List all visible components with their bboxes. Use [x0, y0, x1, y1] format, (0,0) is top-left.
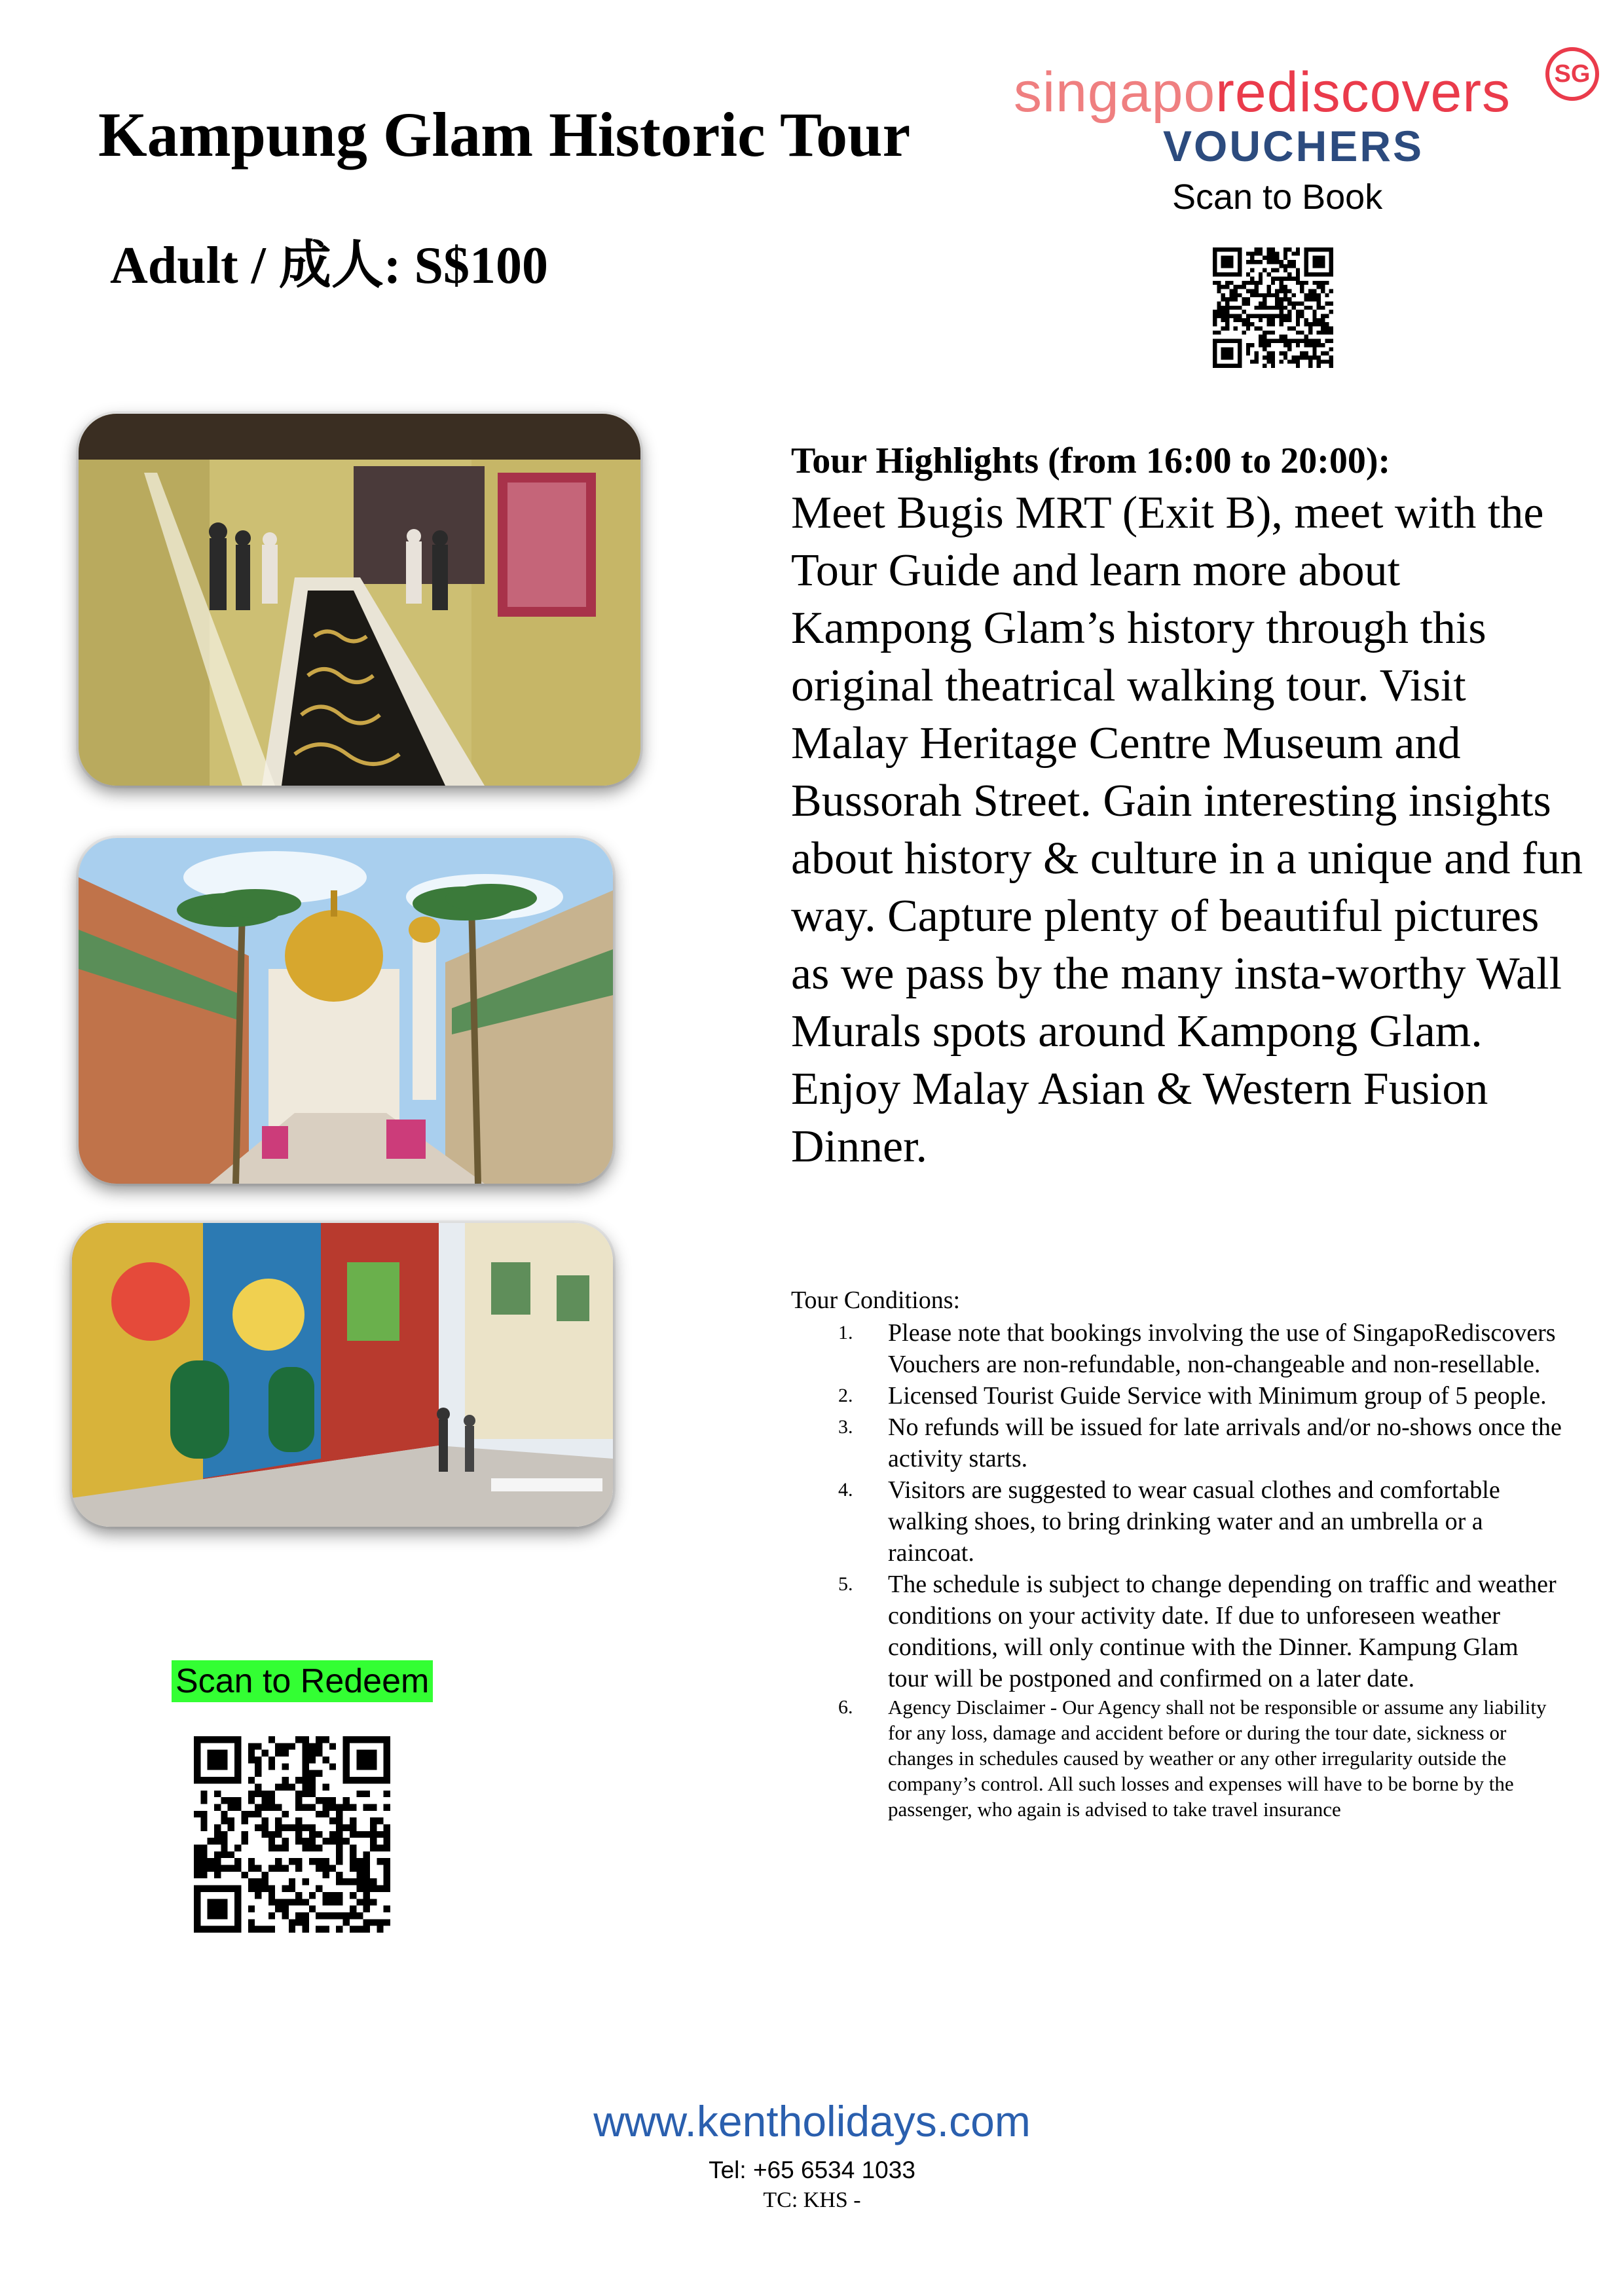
sg-badge-icon: SG: [1545, 47, 1599, 101]
condition-item: [791, 1569, 1564, 1694]
haji-lane-mural-photo: [72, 1223, 613, 1527]
museum-interior-photo: [79, 414, 640, 786]
condition-text: Visitors are suggested to wear casual clothes and comfortable walking shoes, to bring drinking water and an umbrella or a raincoat.: [888, 1476, 1500, 1567]
scan-to-redeem-label: Scan to Redeem: [172, 1660, 433, 1702]
singaporediscovers-vouchers-logo: [1014, 47, 1603, 172]
logo-vouchers-text: VOUCHERS: [1163, 122, 1424, 170]
tour-conditions-list: [791, 1317, 1564, 1822]
condition-item: [791, 1412, 1564, 1474]
tour-highlights-description: Meet Bugis MRT (Exit B), meet with the Tour Guide and learn more about Kampong Glam’s history through this original theatrical walking tour. Visit Malay Heritage Centre Museum and Bussorah Street. Gain interesting insights about history & culture in a unique and fun way. Capture plenty of beautiful pictures as we pass by the many insta-worthy Wall Murals spots around Kampong Glam. Enjoy Malay Asian & Western Fusion Dinner.: [791, 488, 1583, 1172]
condition-number: 5.: [838, 1573, 853, 1595]
condition-number: 4.: [838, 1479, 853, 1501]
telephone-number: Tel: +65 6534 1033: [709, 2157, 915, 2183]
condition-text: No refunds will be issued for late arrivals and/or no-shows once the activity starts.: [888, 1413, 1562, 1472]
adult-price: Adult / 成人: S$100: [110, 237, 548, 295]
tc-code: TC: KHS -: [763, 2188, 861, 2212]
condition-text: Please note that bookings involving the use of SingapoRediscovers Vouchers are non-refundable, non-changeable and non-resellable.: [888, 1319, 1556, 1378]
condition-number: 3.: [838, 1416, 853, 1438]
condition-item: [791, 1317, 1564, 1380]
logo-wordmark: [1014, 61, 1511, 124]
logo-wordmark-part2: rediscovers: [1215, 61, 1511, 124]
tour-conditions-heading: Tour Conditions:: [791, 1286, 961, 1314]
redeem-qr-code[interactable]: [194, 1736, 390, 1933]
logo-wordmark-part1: singapo: [1014, 61, 1216, 124]
condition-item: [791, 1694, 1564, 1822]
booking-qr-code[interactable]: [1213, 247, 1333, 368]
condition-text: The schedule is subject to change depending on traffic and weather conditions on your activity date. If due to unforeseen weather conditions, will only continue with the Dinner. Kampung Glam tour will be postponed and confirmed on a later date.: [888, 1571, 1557, 1692]
condition-number: 1.: [838, 1322, 853, 1343]
condition-number: 6.: [838, 1696, 853, 1718]
condition-number: 2.: [838, 1385, 853, 1406]
condition-text: Licensed Tourist Guide Service with Minimum group of 5 people.: [888, 1382, 1547, 1410]
condition-item: [791, 1380, 1564, 1412]
page-title: Kampung Glam Historic Tour: [98, 100, 911, 170]
sultan-mosque-street-photo: [79, 838, 613, 1184]
tour-highlights-heading: Tour Highlights (from 16:00 to 20:00):: [791, 441, 1391, 481]
condition-text: Agency Disclaimer - Our Agency shall not be responsible or assume any liability for any loss, damage and accident before or during the tour date, sickness or changes in schedules caused by weather or any other irregularity outside the company’s control. All such losses and expenses will have to be borne by the passenger, who again is advised to take travel insurance: [888, 1696, 1547, 1821]
scan-to-book-label: Scan to Book: [1172, 177, 1383, 217]
website-link[interactable]: www.kentholidays.com: [593, 2097, 1031, 2145]
condition-item: [791, 1474, 1564, 1569]
